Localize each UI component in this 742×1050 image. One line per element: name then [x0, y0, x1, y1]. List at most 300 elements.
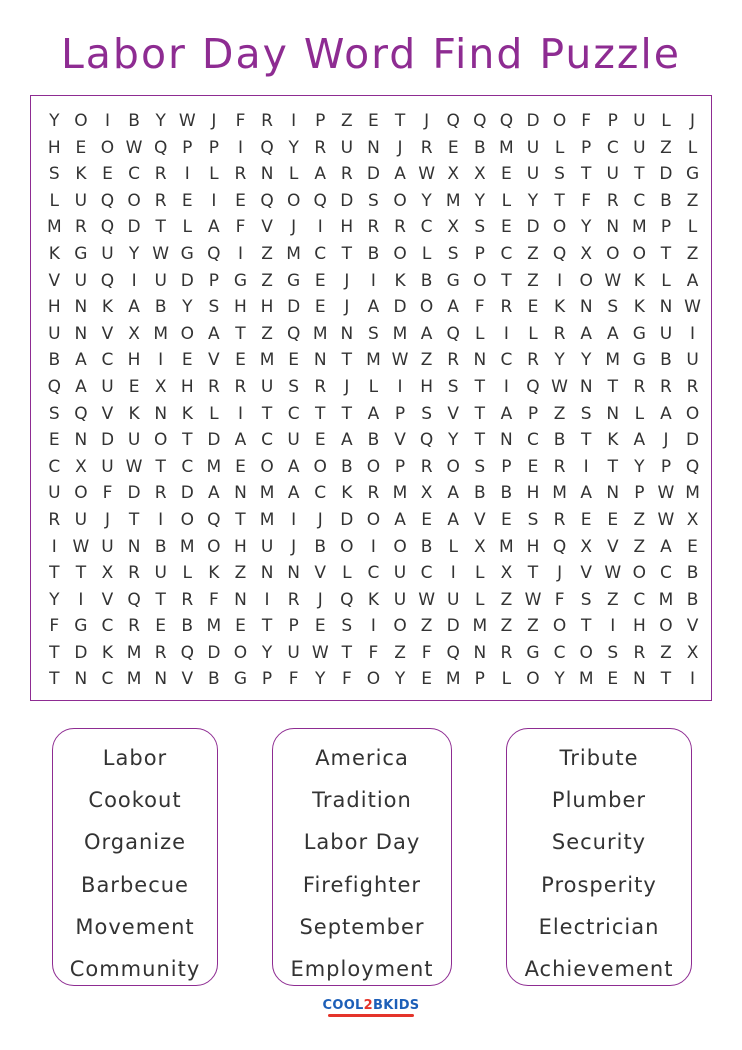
grid-letter: C	[367, 563, 380, 584]
grid-letter: S	[580, 403, 592, 424]
grid-letter: O	[74, 111, 88, 131]
grid-letter: M	[259, 350, 275, 371]
grid-letter: G	[74, 616, 88, 637]
grid-letter: U	[101, 536, 114, 557]
grid-letter: H	[47, 137, 61, 158]
grid-letter: I	[690, 323, 696, 344]
grid-letter: T	[634, 164, 645, 185]
grid-letter: O	[153, 430, 168, 451]
grid-letter: Q	[260, 137, 274, 158]
grid-letter: G	[685, 164, 700, 185]
grid-letter: V	[261, 217, 273, 238]
grid-letter: O	[632, 243, 647, 264]
grid-letter: A	[341, 430, 353, 451]
grid-letter: M	[259, 509, 275, 530]
grid-letter: Q	[207, 509, 221, 530]
grid-letter: R	[181, 589, 194, 610]
grid-letter: Y	[49, 111, 60, 131]
grid-letter: E	[421, 509, 432, 530]
grid-letter: B	[181, 616, 194, 637]
grid-letter: S	[447, 376, 459, 397]
grid-letter: I	[131, 270, 137, 291]
grid-letter: O	[393, 190, 407, 211]
grid-letter: E	[447, 137, 459, 158]
grid-letter: X	[580, 536, 592, 557]
grid-letter: Z	[527, 243, 539, 264]
grid-letter: A	[208, 217, 220, 238]
grid-letter: E	[288, 350, 300, 371]
grid-letter: Q	[552, 536, 567, 557]
grid-letter: O	[446, 456, 460, 477]
grid-letter: D	[366, 164, 380, 185]
grid-letter: P	[527, 403, 539, 424]
grid-letter: D	[393, 297, 407, 318]
grid-letter: D	[526, 217, 540, 238]
grid-letter: H	[340, 217, 354, 238]
grid-letter: R	[553, 323, 566, 344]
grid-letter: T	[554, 190, 565, 211]
grid-letter: M	[578, 669, 594, 690]
grid-letter: Y	[474, 190, 485, 211]
grid-letter: P	[394, 403, 406, 424]
grid-letter: B	[367, 430, 380, 451]
grid-letter: K	[181, 403, 193, 424]
grid-letter: E	[501, 164, 512, 185]
grid-letter: D	[340, 509, 354, 530]
grid-letter: I	[104, 111, 110, 131]
grid-letter: S	[288, 376, 300, 397]
grid-letter: S	[421, 403, 432, 424]
grid-letter: I	[397, 376, 403, 397]
grid-letter: V	[101, 589, 114, 610]
grid-letter: H	[632, 616, 646, 637]
word-list-item: Achievement	[524, 956, 674, 981]
grid-letter: A	[580, 483, 592, 504]
grid-letter: W	[418, 164, 436, 185]
grid-letter: T	[235, 323, 246, 344]
grid-letter: T	[128, 509, 140, 530]
grid-letter: W	[178, 111, 196, 131]
grid-letter: S	[580, 589, 592, 610]
grid-letter: Y	[580, 350, 592, 371]
grid-letter: U	[633, 137, 646, 158]
grid-letter: Y	[421, 190, 432, 211]
grid-letter: L	[288, 164, 299, 185]
grid-letter: C	[101, 669, 114, 690]
grid-letter: P	[607, 111, 618, 131]
grid-letter: N	[659, 297, 673, 318]
grid-letter: M	[685, 483, 700, 504]
grid-letter: H	[420, 376, 433, 397]
grid-letter: F	[341, 669, 352, 690]
grid-letter: T	[341, 642, 353, 663]
grid-letter: Y	[554, 350, 565, 371]
grid-letter: M	[445, 669, 461, 690]
grid-letter: G	[287, 270, 301, 291]
grid-letter: H	[180, 376, 194, 397]
grid-letter: W	[125, 137, 143, 158]
grid-letter: R	[154, 642, 167, 663]
grid-letter: E	[314, 616, 326, 637]
grid-letter: H	[127, 350, 141, 371]
grid-letter: W	[524, 589, 542, 610]
grid-letter: G	[632, 350, 646, 371]
grid-letter: A	[394, 509, 406, 530]
grid-letter: V	[101, 403, 114, 424]
grid-letter: R	[367, 483, 380, 504]
grid-letter: W	[311, 642, 329, 663]
word-list-item: Electrician	[538, 914, 660, 939]
grid-letter: Z	[261, 243, 273, 264]
grid-letter: W	[152, 243, 170, 264]
grid-letter: N	[579, 376, 593, 397]
grid-letter: N	[606, 403, 620, 424]
grid-letter: T	[182, 430, 193, 451]
grid-letter: T	[501, 270, 512, 291]
grid-letter: O	[606, 243, 620, 264]
grid-letter: R	[500, 297, 513, 318]
grid-letter: U	[659, 323, 673, 344]
grid-letter: N	[340, 323, 354, 344]
grid-letter: E	[687, 536, 698, 557]
grid-letter: W	[551, 376, 568, 397]
grid-letter: Z	[527, 270, 539, 291]
grid-letter: C	[660, 563, 672, 584]
grid-letter: M	[126, 669, 142, 690]
grid-letter: N	[260, 563, 274, 584]
grid-letter: T	[394, 111, 406, 131]
grid-letter: Z	[553, 403, 566, 424]
grid-letter: M	[259, 483, 275, 504]
grid-letter: A	[580, 323, 592, 344]
grid-letter: A	[75, 350, 87, 371]
grid-letter: R	[128, 616, 140, 637]
word-list-item: Tribute	[559, 746, 639, 770]
grid-letter: Q	[260, 190, 274, 211]
grid-letter: O	[552, 616, 567, 637]
grid-letter: F	[554, 589, 565, 610]
word-list-item: Organize	[83, 830, 187, 855]
grid-letter: V	[101, 323, 114, 344]
grid-letter: F	[208, 589, 219, 610]
grid-letter: J	[344, 376, 350, 397]
grid-letter: U	[74, 509, 88, 530]
grid-letter: H	[47, 297, 61, 318]
grid-letter: R	[633, 642, 646, 663]
grid-letter: P	[261, 669, 273, 690]
grid-letter: S	[208, 297, 220, 318]
grid-letter: G	[180, 243, 194, 264]
grid-letter: J	[557, 563, 563, 584]
grid-letter: B	[128, 111, 140, 131]
grid-letter: R	[420, 137, 433, 158]
grid-letter: V	[686, 616, 699, 637]
grid-letter: R	[314, 137, 327, 158]
grid-letter: Y	[128, 243, 140, 264]
grid-letter: V	[580, 563, 592, 584]
grid-letter: K	[633, 270, 645, 291]
grid-letter: G	[233, 669, 248, 690]
grid-letter: K	[208, 563, 220, 584]
grid-letter: I	[370, 270, 376, 291]
grid-letter: A	[606, 323, 619, 344]
grid-letter: B	[553, 430, 566, 451]
grid-letter: P	[288, 616, 299, 637]
grid-letter: L	[421, 243, 432, 264]
grid-letter: S	[474, 456, 486, 477]
grid-letter: X	[420, 483, 433, 504]
grid-letter: T	[261, 616, 273, 637]
grid-letter: E	[48, 430, 60, 451]
grid-letter: J	[211, 111, 217, 131]
grid-letter: O	[180, 509, 194, 530]
grid-letter: P	[315, 111, 326, 131]
grid-letter: N	[500, 430, 513, 451]
grid-letter: C	[606, 137, 619, 158]
grid-letter: R	[48, 509, 61, 530]
grid-letter: U	[260, 536, 274, 557]
grid-letter: C	[101, 350, 114, 371]
word-list-item: America	[315, 746, 409, 770]
grid-letter: U	[287, 430, 300, 451]
word-list-item: Barbecue	[81, 872, 189, 897]
grid-letter: R	[234, 164, 247, 185]
grid-letter: Y	[448, 430, 459, 451]
grid-letter: K	[48, 243, 60, 264]
grid-letter: P	[474, 669, 485, 690]
grid-letter: W	[657, 509, 675, 530]
grid-letter: P	[474, 243, 485, 264]
grid-letter: N	[127, 536, 141, 557]
grid-letter: R	[261, 111, 273, 131]
grid-letter: N	[287, 563, 300, 584]
word-list-item: Firefighter	[302, 872, 422, 897]
grid-letter: Q	[180, 642, 194, 663]
grid-letter: M	[499, 536, 514, 557]
word-list-item: Community	[69, 956, 201, 981]
grid-letter: T	[474, 430, 485, 451]
grid-letter: K	[101, 642, 114, 663]
grid-letter: Q	[446, 323, 460, 344]
grid-letter: B	[314, 536, 327, 557]
grid-letter: B	[473, 137, 486, 158]
grid-letter: E	[181, 350, 193, 371]
grid-letter: X	[447, 217, 460, 238]
grid-letter: A	[447, 509, 460, 530]
grid-letter: F	[368, 642, 379, 663]
grid-letter: H	[260, 297, 274, 318]
grid-letter: N	[234, 589, 247, 610]
grid-letter: L	[501, 669, 512, 690]
grid-letter: S	[48, 403, 60, 424]
grid-letter: O	[366, 456, 381, 477]
grid-letter: P	[501, 456, 512, 477]
grid-letter: V	[314, 563, 327, 584]
grid-letter: W	[604, 563, 622, 584]
grid-letter: C	[287, 403, 300, 424]
grid-letter: M	[552, 483, 567, 504]
grid-letter: S	[474, 217, 486, 238]
grid-letter: X	[473, 536, 486, 557]
grid-letter: Z	[500, 589, 513, 610]
grid-letter: B	[473, 483, 486, 504]
grid-letter: U	[260, 376, 274, 397]
grid-letter: V	[394, 430, 406, 451]
grid-letter: X	[580, 243, 592, 264]
letter-grid	[41, 108, 706, 693]
grid-letter: P	[660, 456, 672, 477]
grid-letter: R	[447, 350, 460, 371]
grid-letter: Y	[527, 190, 539, 211]
grid-letter: O	[260, 456, 274, 477]
grid-letter: C	[128, 164, 141, 185]
grid-letter: F	[288, 669, 299, 690]
grid-letter: O	[393, 616, 407, 637]
grid-letter: P	[182, 137, 193, 158]
grid-letter: D	[287, 297, 301, 318]
grid-letter: E	[527, 456, 539, 477]
grid-letter: C	[527, 430, 539, 451]
grid-letter: P	[581, 137, 592, 158]
grid-letter: E	[235, 616, 246, 637]
grid-letter: K	[367, 589, 379, 610]
grid-letter: M	[445, 190, 461, 211]
grid-letter: O	[74, 483, 88, 504]
grid-letter: X	[128, 323, 140, 344]
grid-letter: X	[447, 164, 460, 185]
grid-letter: Y	[261, 642, 273, 663]
grid-letter: L	[634, 403, 645, 424]
grid-letter: V	[473, 509, 486, 530]
grid-letter: C	[101, 616, 114, 637]
grid-letter: C	[314, 243, 327, 264]
grid-letter: T	[474, 376, 485, 397]
grid-letter: I	[211, 190, 217, 211]
logo-text-part: 2	[363, 998, 373, 1013]
word-list-item: September	[299, 914, 425, 939]
grid-letter: D	[127, 483, 141, 504]
grid-letter: O	[286, 190, 301, 211]
grid-letter: I	[237, 137, 243, 158]
grid-letter: E	[314, 297, 326, 318]
grid-letter: L	[661, 111, 671, 131]
grid-letter: N	[606, 483, 620, 504]
grid-letter: U	[101, 376, 114, 397]
grid-letter: O	[233, 642, 248, 663]
grid-letter: N	[74, 323, 88, 344]
grid-letter: O	[207, 536, 221, 557]
grid-letter: P	[208, 270, 219, 291]
grid-letter: U	[48, 323, 61, 344]
grid-letter: Z	[420, 350, 433, 371]
grid-letter: D	[207, 642, 221, 663]
word-list-item: Tradition	[312, 788, 412, 813]
grid-letter: E	[580, 509, 592, 530]
grid-letter: D	[340, 190, 354, 211]
grid-letter: U	[633, 111, 646, 131]
grid-letter: B	[154, 297, 167, 318]
grid-letter: B	[340, 456, 353, 477]
grid-letter: O	[579, 270, 593, 291]
grid-letter: R	[500, 642, 513, 663]
grid-letter: Y	[634, 456, 645, 477]
grid-letter: A	[208, 483, 220, 504]
grid-letter: Z	[660, 137, 672, 158]
grid-letter: Z	[660, 642, 672, 663]
grid-letter: U	[154, 270, 167, 291]
grid-letter: W	[418, 589, 436, 610]
grid-letter: Q	[207, 243, 221, 264]
grid-letter: N	[74, 430, 88, 451]
word-list-item: Cookout	[88, 788, 182, 813]
word-list-item: Security	[551, 830, 647, 855]
grid-letter: M	[392, 323, 408, 344]
word-list-column-3	[506, 728, 692, 986]
grid-letter: E	[181, 190, 193, 211]
grid-letter: Q	[74, 403, 88, 424]
grid-letter: F	[581, 190, 592, 211]
grid-letter: U	[154, 563, 167, 584]
grid-letter: C	[181, 456, 194, 477]
grid-letter: R	[420, 456, 433, 477]
grid-letter: T	[341, 403, 353, 424]
word-list-column-1	[52, 728, 218, 986]
grid-letter: B	[686, 563, 699, 584]
grid-letter: X	[686, 509, 699, 530]
grid-letter: P	[208, 137, 219, 158]
grid-letter: Y	[315, 669, 326, 690]
grid-letter: T	[474, 403, 485, 424]
grid-letter: X	[154, 376, 167, 397]
grid-letter: U	[526, 137, 540, 158]
grid-letter: E	[155, 616, 167, 637]
grid-letter: N	[260, 164, 274, 185]
grid-letter: A	[75, 376, 87, 397]
grid-letter: O	[473, 270, 487, 291]
page-title: Labor Day Word Find Puzzle	[60, 30, 682, 78]
grid-letter: R	[234, 376, 247, 397]
grid-letter: T	[155, 217, 166, 238]
grid-letter: T	[580, 616, 592, 637]
logo-underline	[328, 1014, 414, 1017]
grid-letter: R	[74, 217, 87, 238]
grid-letter: D	[686, 430, 700, 451]
grid-letter: M	[499, 137, 514, 158]
grid-letter: H	[526, 536, 540, 557]
grid-letter: I	[503, 323, 509, 344]
grid-letter: F	[235, 217, 246, 238]
grid-letter: F	[474, 297, 485, 318]
grid-letter: D	[74, 642, 88, 663]
grid-letter: I	[51, 536, 57, 557]
grid-letter: O	[313, 456, 327, 477]
grid-letter: N	[473, 350, 487, 371]
grid-letter: M	[366, 350, 381, 371]
grid-letter: V	[447, 403, 460, 424]
grid-letter: J	[424, 111, 430, 131]
grid-letter: T	[49, 563, 60, 584]
grid-letter: E	[75, 137, 87, 158]
grid-letter: U	[101, 243, 114, 264]
grid-letter: L	[528, 323, 538, 344]
grid-letter: A	[420, 323, 433, 344]
grid-letter: E	[314, 270, 326, 291]
grid-letter: L	[209, 403, 219, 424]
grid-letter: Q	[286, 323, 301, 344]
grid-letter: L	[475, 589, 485, 610]
grid-letter: N	[74, 297, 88, 318]
grid-letter: P	[394, 456, 406, 477]
